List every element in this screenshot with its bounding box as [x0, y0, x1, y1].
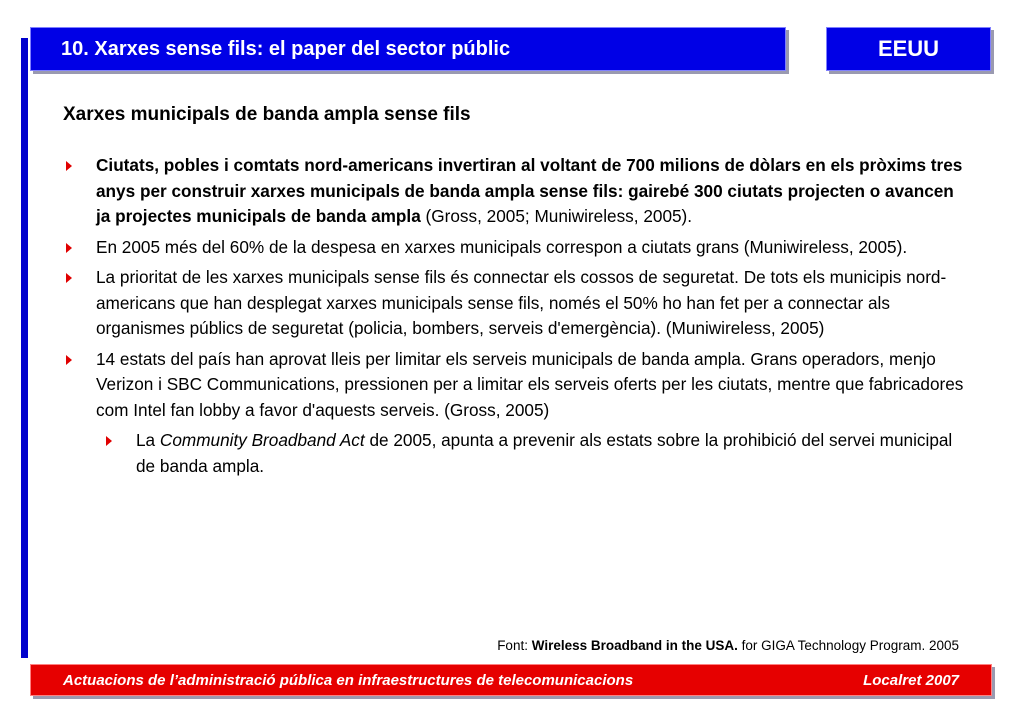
country-badge — [826, 27, 991, 71]
bullet-arrow-icon — [106, 436, 112, 446]
source-title: Wireless Broadband in the USA. — [531, 638, 738, 653]
bullet-item — [66, 347, 966, 424]
bullet-text-bold: Ciutats, pobles i comtats nord-americans invertiran al voltant de 700 milions de dòlars en els pròxims tres anys per construir xarxes municipals de banda ampla sense fils: gairebé 300 ciutats projecten o avancen ja projectes municipals de banda ampla — [96, 155, 963, 226]
footer-caption: Actuacions de l’administració pública en infraestructures de telecomunicacions — [63, 671, 634, 689]
source-citation — [497, 638, 959, 653]
bullet-text: (Gross, 2005; Muniwireless, 2005). — [420, 206, 693, 226]
left-accent-rule — [21, 38, 28, 658]
bullet-item — [66, 153, 966, 230]
bullet-text: La prioritat de les xarxes municipals sense fils és connectar els cossos de seguretat. De tots els municipis nord-americans que han desplegat xarxes municipals sense fils, només el 50% ho han fet per a connectar als organismes públics de seguretat (policia, bombers, serveis d'emergència). (Muniwireless, 2005) — [96, 267, 947, 338]
source-rest: for GIGA Technology Program. 2005 — [737, 638, 959, 653]
bullet-item — [66, 235, 966, 261]
bullet-text: 14 estats del país han aprovat lleis per limitar els serveis municipals de banda ampla. Grans operadors, menjo Verizon i SBC Communications, pressionen per a limitar els serveis oferts per les ciutats, mentre que fabricadores com Intel fan lobby a favor d'aquests serveis. (Gross, 2005) — [96, 348, 964, 420]
bullet-item — [66, 265, 966, 342]
footer-org-year: Localret 2007 — [863, 671, 959, 689]
country-label: EEUU — [877, 36, 940, 61]
bullet-text: En 2005 més del 60% de la despesa en xarxes municipals correspon a ciutats grans (Muniwireless, 2005). — [96, 236, 908, 257]
sub-bullet-prefix: La — [136, 430, 160, 450]
act-name: Community Broadband Act — [159, 430, 365, 450]
bullet-arrow-icon — [66, 161, 72, 171]
page-title: 10. Xarxes sense fils: el paper del sector públic — [61, 37, 511, 60]
title-bar — [30, 27, 786, 71]
source-label: Font: — [497, 638, 532, 653]
section-subtitle: Xarxes municipals de banda ampla sense fils — [63, 104, 471, 125]
bullet-arrow-icon — [66, 243, 72, 253]
footer-bar — [30, 664, 992, 696]
sub-bullet-suffix: de 2005, apunta a prevenir als estats sobre la prohibició del servei municipal de banda ampla. — [136, 430, 953, 476]
sub-bullet-item — [106, 428, 966, 479]
bullet-arrow-icon — [66, 355, 72, 365]
bullet-arrow-icon — [66, 273, 72, 283]
bullet-list — [66, 153, 966, 484]
